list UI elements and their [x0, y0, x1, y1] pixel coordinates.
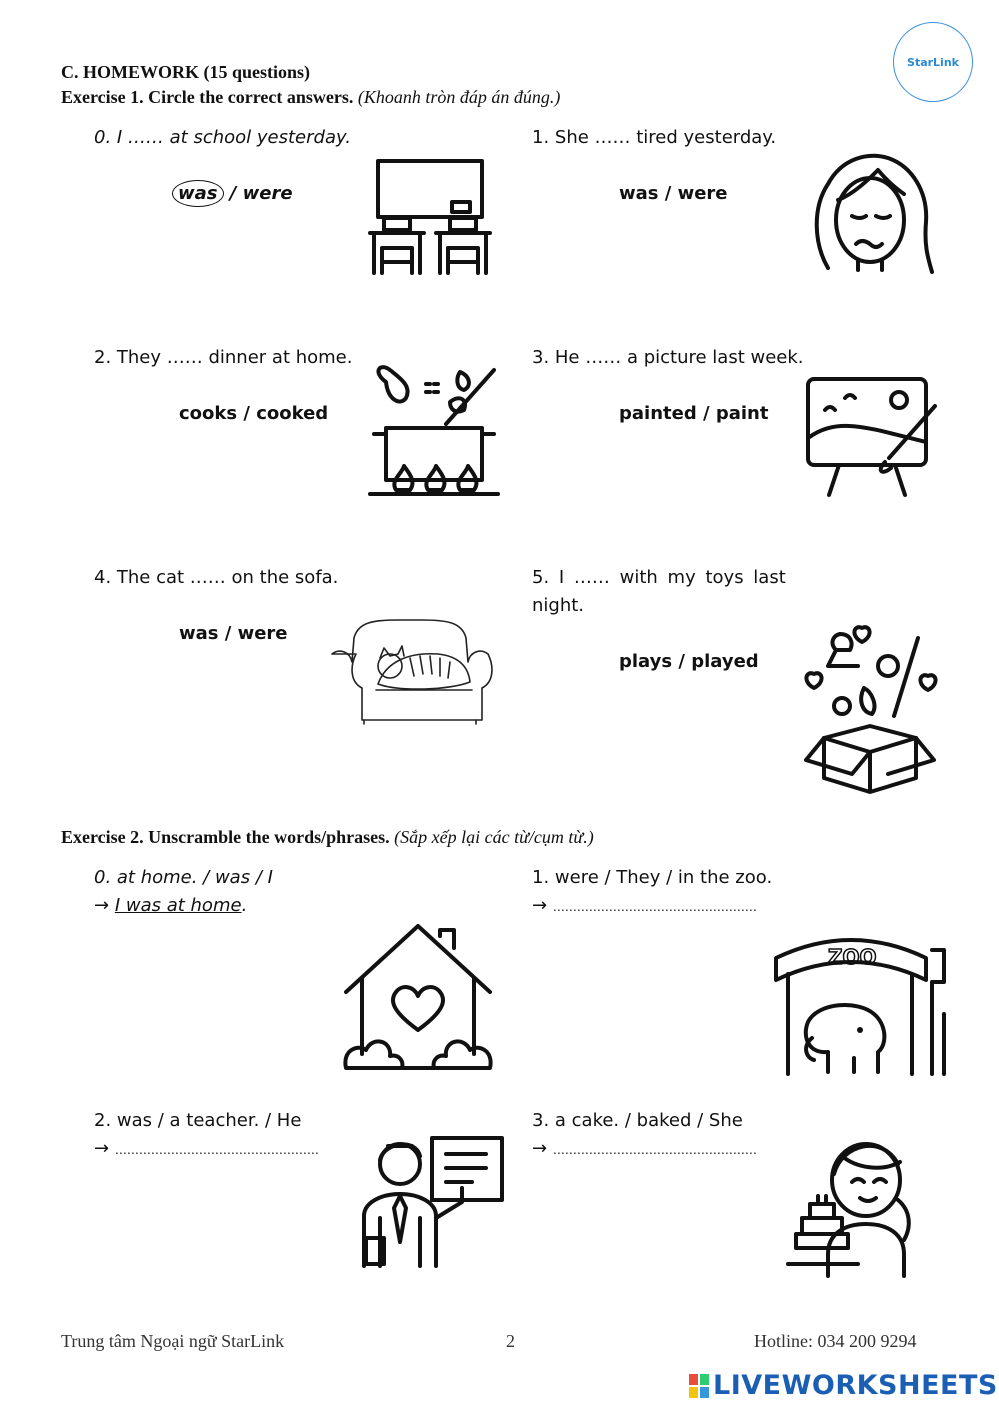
baker-girl-icon: [782, 1128, 916, 1280]
painting-icon: [805, 376, 939, 500]
ex1-options-2[interactable]: cooks / cooked: [179, 403, 329, 424]
ex2-answer-line-1: [532, 895, 757, 916]
teacher-icon: [360, 1134, 506, 1268]
footer-page-number: 2: [506, 1331, 515, 1351]
arrow-icon: →: [94, 1138, 110, 1159]
ex1-question-3: 3. He …… a picture last week.: [532, 347, 804, 368]
ex1-options-3[interactable]: painted / paint: [619, 403, 769, 424]
home-heart-icon: [342, 922, 496, 1072]
section-title: C. HOMEWORK (15 questions): [61, 62, 311, 82]
cooking-pot-icon: [366, 364, 502, 500]
ex2-answer-line-3: [532, 1138, 757, 1159]
exercise2-heading: [61, 827, 594, 848]
exercise1-title: Exercise 1. Circle the correct answers.: [61, 87, 354, 107]
example-answer: I was at home: [114, 895, 242, 916]
ex1-options-1[interactable]: was / were: [619, 183, 728, 204]
arrow-icon: →: [532, 895, 548, 916]
answer-blank-1[interactable]: ……………………………………………: [552, 900, 757, 914]
exercise1-heading: [61, 87, 560, 108]
svg-text:ZOO: ZOO: [828, 945, 877, 969]
arrow-icon: →: [532, 1138, 548, 1159]
starlink-logo: [893, 22, 973, 102]
exercise2-note: (Sắp xếp lại các từ/cụm từ.): [394, 827, 594, 847]
ex2-prompt-2: 2. was / a teacher. / He: [94, 1110, 302, 1131]
ex1-question-4: 4. The cat …… on the sofa.: [94, 567, 339, 588]
ex1-question-5-line1: 5. I …… with my toys last: [532, 567, 786, 588]
answer-blank-3[interactable]: ……………………………………………: [552, 1143, 757, 1157]
ex1-question-0: 0. I …… at school yesterday.: [94, 127, 351, 148]
ex1-options-0: was / were: [178, 183, 293, 207]
footer-center-name: Trung tâm Ngoại ngữ StarLink: [61, 1331, 285, 1351]
ex2-prompt-1: 1. were / They / in the zoo.: [532, 867, 773, 888]
ex2-prompt-0: 0. at home. / was / I: [94, 867, 273, 888]
ex1-options-4[interactable]: was / were: [179, 623, 288, 644]
ex1-question-1: 1. She …… tired yesterday.: [532, 127, 777, 148]
classroom-icon: [366, 158, 496, 283]
option-b[interactable]: were: [242, 183, 293, 204]
cat-sofa-icon: [350, 618, 490, 724]
logo-text: StarLink: [907, 55, 959, 69]
exercise2-title: Exercise 2. Unscramble the words/phrases.: [61, 827, 390, 847]
tired-girl-icon: [808, 148, 936, 280]
ex1-question-5-line2: night.: [532, 595, 585, 616]
liveworksheets-logo-icon: [689, 1374, 709, 1398]
ex2-prompt-3: 3. a cake. / baked / She: [532, 1110, 743, 1131]
exercise1-note: (Khoanh tròn đáp án đúng.): [357, 87, 561, 107]
circled-answer[interactable]: was: [172, 180, 224, 207]
ex2-answer-line-2: [94, 1138, 319, 1159]
zoo-icon: [772, 930, 950, 1078]
ex1-question-2: 2. They …… dinner at home.: [94, 347, 353, 368]
liveworksheets-watermark: [689, 1370, 998, 1401]
toy-box-icon: [800, 628, 940, 794]
ex1-options-5[interactable]: plays / played: [619, 651, 759, 672]
footer-hotline: Hotline: 034 200 9294: [754, 1331, 917, 1351]
arrow-icon: →: [94, 895, 110, 916]
ex2-answer-line-0: → I was at home.: [94, 895, 248, 916]
answer-blank-2[interactable]: ……………………………………………: [114, 1143, 319, 1157]
watermark-text: LIVEWORKSHEETS: [713, 1370, 998, 1401]
